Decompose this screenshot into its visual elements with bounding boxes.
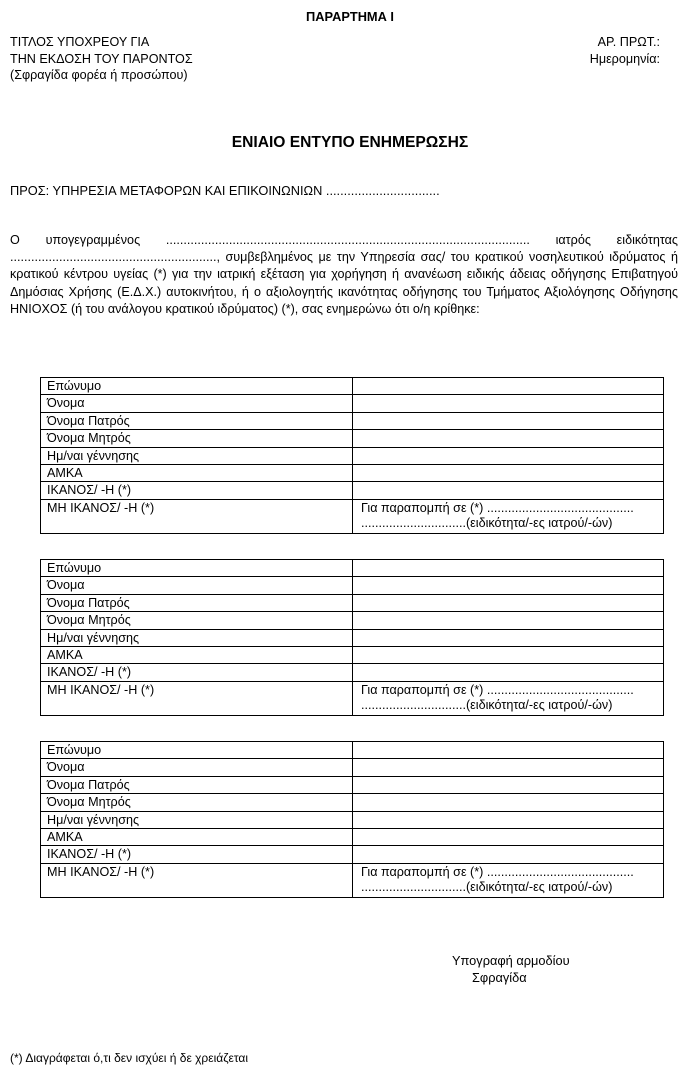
name-field[interactable]	[353, 577, 664, 594]
mother-name-field[interactable]	[353, 430, 664, 447]
fit-field[interactable]	[353, 482, 664, 499]
table-row	[41, 811, 664, 828]
table-row	[41, 759, 664, 776]
surname-label: Επώνυμο	[41, 742, 353, 759]
mother-name-field[interactable]	[353, 612, 664, 629]
form-title: ΕΝΙΑΙΟ ΕΝΤΥΠΟ ΕΝΗΜΕΡΩΣΗΣ	[231, 134, 469, 151]
mother-name-field[interactable]	[353, 794, 664, 811]
referral-line-2: ..............................(ειδικότητα/-ες ιατρού/-ών)	[361, 880, 613, 895]
table-row	[41, 378, 664, 395]
surname-field[interactable]	[353, 378, 664, 395]
signature-block	[452, 952, 570, 986]
table-row	[41, 412, 664, 429]
table-row	[41, 499, 664, 533]
mother-name-label: Όνομα Μητρός	[41, 612, 353, 629]
referral-line-1: Για παραπομπή σε (*) ..........................................	[361, 500, 634, 515]
table-row	[41, 577, 664, 594]
surname-label: Επώνυμο	[41, 378, 353, 395]
table-row	[41, 828, 664, 845]
birth-date-label: Ημ/ναι γέννησης	[41, 811, 353, 828]
amka-label: ΑΜΚΑ	[41, 464, 353, 481]
unfit-label: ΜΗ ΙΚΑΝΟΣ/ -Η (*)	[41, 499, 353, 533]
amka-field[interactable]	[353, 464, 664, 481]
name-label: Όνομα	[41, 395, 353, 412]
issuer-line-1: ΤΙΤΛΟΣ ΥΠΟΧΡΕΟΥ ΓΙΑ	[10, 35, 150, 49]
issuer-block	[10, 34, 193, 84]
unfit-label: ΜΗ ΙΚΑΝΟΣ/ -Η (*)	[41, 681, 353, 715]
person-table-2	[40, 559, 664, 716]
issuer-stamp-note: (Σφραγίδα φορέα ή προσώπου)	[10, 68, 188, 82]
table-row	[41, 776, 664, 793]
protocol-date-label: Ημερομηνία:	[589, 51, 660, 66]
person-table-3	[40, 741, 664, 898]
mother-name-label: Όνομα Μητρός	[41, 430, 353, 447]
referral-line-1: Για παραπομπή σε (*) ..........................................	[361, 864, 634, 879]
name-label: Όνομα	[41, 759, 353, 776]
table-row	[41, 447, 664, 464]
birth-date-label: Ημ/ναι γέννησης	[41, 629, 353, 646]
father-name-field[interactable]	[353, 594, 664, 611]
footnote: (*) Διαγράφεται ό,τι δεν ισχύει ή δε χρειάζεται	[10, 1051, 249, 1065]
unfit-label: ΜΗ ΙΚΑΝΟΣ/ -Η (*)	[41, 863, 353, 897]
name-field[interactable]	[353, 395, 664, 412]
table-row	[41, 612, 664, 629]
person-table-1	[40, 377, 664, 534]
amka-field[interactable]	[353, 828, 664, 845]
table-row	[41, 430, 664, 447]
surname-label: Επώνυμο	[41, 560, 353, 577]
father-name-label: Όνομα Πατρός	[41, 594, 353, 611]
table-row	[41, 664, 664, 681]
father-name-field[interactable]	[353, 412, 664, 429]
mother-name-label: Όνομα Μητρός	[41, 794, 353, 811]
father-name-label: Όνομα Πατρός	[41, 776, 353, 793]
table-row	[41, 464, 664, 481]
birth-date-field[interactable]	[353, 811, 664, 828]
protocol-number-label: ΑΡ. ΠΡΩΤ.:	[597, 35, 660, 49]
table-row	[41, 846, 664, 863]
referral-line-2: ..............................(ειδικότητα/-ες ιατρού/-ών)	[361, 516, 613, 531]
amka-label: ΑΜΚΑ	[41, 828, 353, 845]
surname-field[interactable]	[353, 742, 664, 759]
referral-field[interactable]	[353, 499, 664, 533]
fit-field[interactable]	[353, 846, 664, 863]
fit-field[interactable]	[353, 664, 664, 681]
table-row	[41, 742, 664, 759]
birth-date-field[interactable]	[353, 447, 664, 464]
referral-field[interactable]	[353, 863, 664, 897]
name-field[interactable]	[353, 759, 664, 776]
table-row	[41, 482, 664, 499]
fit-label: ΙΚΑΝΟΣ/ -Η (*)	[41, 846, 353, 863]
table-row	[41, 863, 664, 897]
fit-label: ΙΚΑΝΟΣ/ -Η (*)	[41, 482, 353, 499]
protocol-block	[590, 34, 660, 67]
amka-label: ΑΜΚΑ	[41, 646, 353, 663]
name-label: Όνομα	[41, 577, 353, 594]
father-name-label: Όνομα Πατρός	[41, 412, 353, 429]
surname-field[interactable]	[353, 560, 664, 577]
birth-date-label: Ημ/ναι γέννησης	[41, 447, 353, 464]
stamp-label: Σφραγίδα	[472, 970, 527, 985]
issuer-line-2: ΤΗΝ ΕΚΔΟΣΗ ΤΟΥ ΠΑΡΟΝΤΟΣ	[10, 51, 193, 66]
birth-date-field[interactable]	[353, 629, 664, 646]
referral-field[interactable]	[353, 681, 664, 715]
table-row	[41, 681, 664, 715]
table-row	[41, 794, 664, 811]
recipient-line: ΠΡΟΣ: ΥΠΗΡΕΣΙΑ ΜΕΤΑΦΟΡΩΝ ΚΑΙ ΕΠΙΚΟΙΝΩΝΙΩΝ ................................	[10, 183, 440, 198]
referral-line-1: Για παραπομπή σε (*) ..........................................	[361, 682, 634, 697]
amka-field[interactable]	[353, 646, 664, 663]
declaration-text: Ο υπογεγραμμένος ........................................................................................................ ιατρός ειδικότητας ..........................................................., συμβεβλημένος με την Υπηρεσία σας/ του κρατικού νοσηλευτικού ιδρύματος ή κρατικού κέντρου υγείας (*) για την ιατρική εξέταση για χορήγηση ή ανανέωση ειδικής άδειας οδήγησης Επιβατηγού Δημόσιας Χρήσης (Ε.Δ.Χ.) αυτοκινήτου, ή ο αξιολογητής ικανότητας οδήγησης του Τμήματος Αξιολόγησης Οδήγησης ΗΝΙΟΧΟΣ (ή του ανάλογου κρατικού ιδρύματος) (*), σας ενημερώνω ότι ο/η κρίθηκε:	[10, 233, 678, 316]
table-row	[41, 560, 664, 577]
table-row	[41, 646, 664, 663]
table-row	[41, 594, 664, 611]
table-row	[41, 629, 664, 646]
referral-line-2: ..............................(ειδικότητα/-ες ιατρού/-ών)	[361, 698, 613, 713]
annex-title: ΠΑΡΑΡΤΗΜΑ Ι	[306, 9, 394, 24]
father-name-field[interactable]	[353, 776, 664, 793]
table-row	[41, 395, 664, 412]
fit-label: ΙΚΑΝΟΣ/ -Η (*)	[41, 664, 353, 681]
signature-label: Υπογραφή αρμοδίου	[452, 953, 570, 968]
